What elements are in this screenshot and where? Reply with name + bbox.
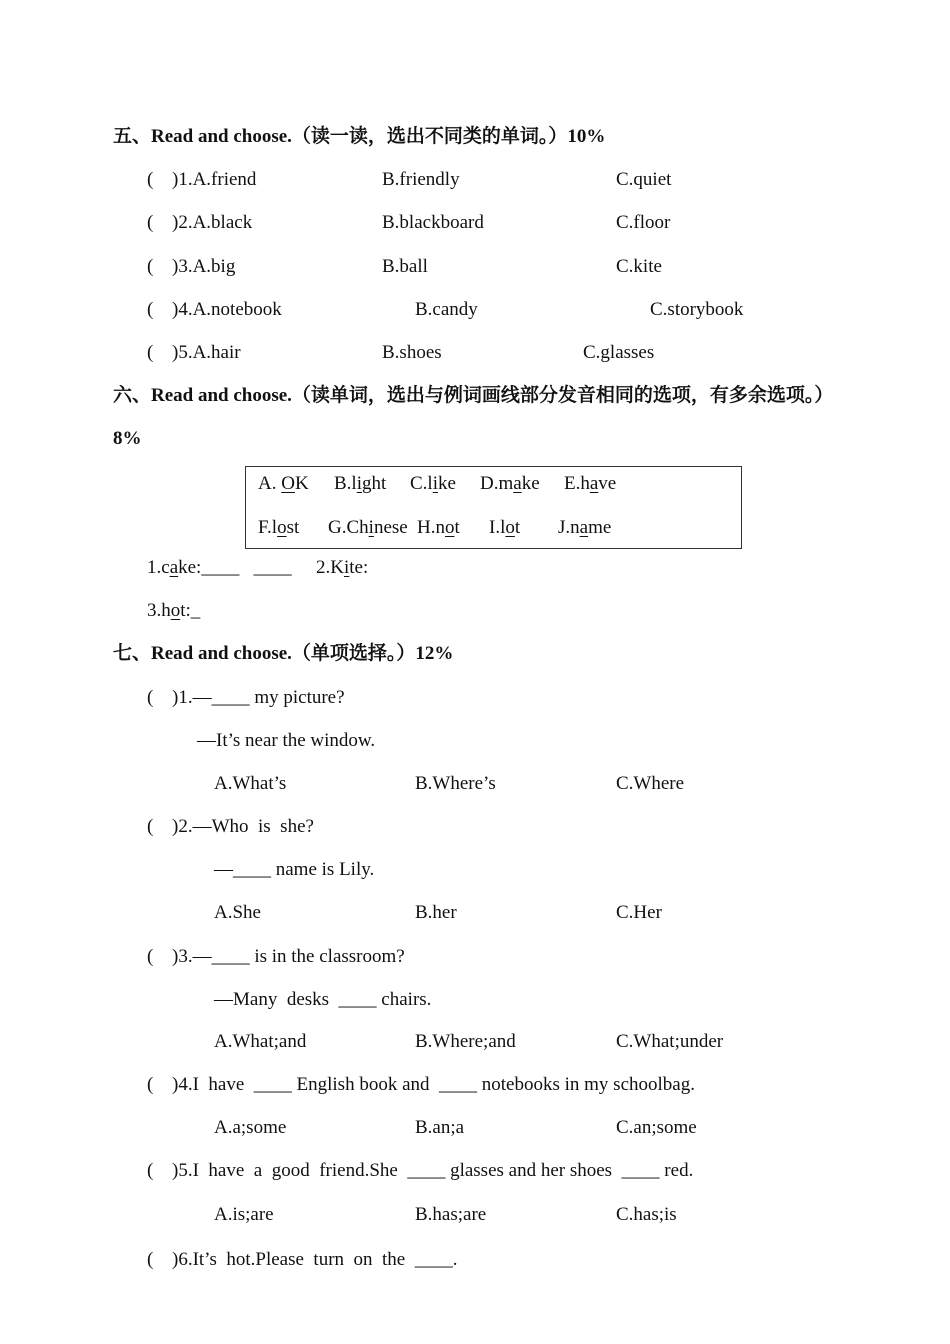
s5-question-row-4 (0, 298, 950, 322)
option-b: B.her (415, 902, 457, 923)
option-c: C.storybook (650, 299, 744, 320)
option-a: A.is;are (214, 1204, 274, 1225)
section-7-title: 七、Read and choose.（单项选择。）12% (113, 643, 454, 664)
option-suffix: st (286, 517, 300, 538)
option-b: B.Where’s (415, 773, 496, 794)
answer-bracket: ( (147, 342, 154, 363)
s5-question-row-1 (0, 168, 950, 192)
s7-question-2 (0, 815, 950, 839)
option-a: )4.A.notebook (172, 299, 282, 320)
option-c: C.floor (616, 212, 671, 233)
s7-question-3-options (0, 1030, 950, 1054)
option-suffix: ght (361, 473, 387, 494)
answer-bracket: ( (147, 816, 154, 837)
answer-bracket: ( (147, 1249, 154, 1270)
s6-question-row-2 (0, 599, 950, 623)
option-b: B.ball (382, 256, 428, 277)
option-c: C.What;under (616, 1031, 724, 1052)
s7-question-4 (0, 1073, 950, 1097)
option-prefix: D.m (480, 473, 514, 494)
question-stem: )1.—____ my picture? (172, 687, 345, 708)
answer-bracket: ( (147, 169, 154, 190)
option-a: A.What;and (214, 1031, 307, 1052)
underlined-letter: a (513, 473, 522, 494)
underlined-letter: i (432, 473, 438, 494)
phonics-options-box (245, 466, 742, 549)
s6-question-row-1 (0, 556, 950, 580)
question-stem: )4.I have ____ English book and ____ notebooks in my schoolbag. (172, 1074, 695, 1095)
option-prefix: E.h (564, 473, 590, 494)
option-c: C.Her (616, 902, 662, 923)
underlined-letter: o (444, 517, 455, 538)
option-a: A.She (214, 902, 261, 923)
option-a: )3.A.big (172, 256, 236, 277)
option-b: B.friendly (382, 169, 460, 190)
section-5-title: 五、Read and choose.（读一读，选出不同类的单词。）10% (113, 126, 606, 147)
phonics-options-row-1 (246, 472, 741, 496)
s7-question-3-reply (0, 988, 950, 1012)
word-suffix: t:_ (180, 600, 201, 621)
section-6-score: 8% (113, 428, 142, 449)
option-c: C.quiet (616, 169, 672, 190)
word-prefix: 2.K (316, 557, 344, 578)
underlined-letter: o (170, 600, 181, 621)
reply-text: —Many desks ____ chairs. (214, 989, 432, 1010)
s7-question-4-options (0, 1116, 950, 1140)
option-prefix: F.l (258, 517, 278, 538)
option-prefix: C.l (410, 473, 433, 494)
reply-text: —It’s near the window. (197, 730, 376, 751)
answer-bracket: ( (147, 946, 154, 967)
answer-bracket: ( (147, 687, 154, 708)
question-stem: )3.—____ is in the classroom? (172, 946, 405, 967)
underlined-letter: i (368, 517, 374, 538)
phonics-option-b (334, 472, 386, 496)
answer-bracket: ( (147, 1074, 154, 1095)
phonics-option-a (258, 472, 309, 496)
option-b: B.blackboard (382, 212, 484, 233)
option-suffix: t (514, 517, 521, 538)
s6-question-2 (316, 556, 368, 580)
option-suffix: me (588, 517, 612, 538)
s7-question-6 (0, 1248, 950, 1272)
phonics-option-i (489, 516, 520, 540)
phonics-option-j (558, 516, 611, 540)
option-suffix: ke (437, 473, 456, 494)
option-b: B.shoes (382, 342, 442, 363)
underlined-letter: i (343, 557, 350, 578)
option-prefix: H.n (417, 517, 445, 538)
option-suffix: nese (373, 517, 408, 538)
underlined-letter: i (356, 473, 362, 494)
option-prefix: I.l (489, 517, 506, 538)
s7-question-2-reply (0, 858, 950, 882)
option-a: A.a;some (214, 1117, 287, 1138)
s7-question-1-options (0, 772, 950, 796)
s7-question-1 (0, 686, 950, 710)
answer-bracket: ( (147, 256, 154, 277)
option-suffix: t (454, 517, 460, 538)
option-b: B.Where;and (415, 1031, 516, 1052)
reply-text: —____ name is Lily. (214, 859, 375, 880)
option-prefix: B.l (334, 473, 357, 494)
option-c: C.glasses (583, 342, 655, 363)
underlined-letter: O (281, 473, 295, 494)
question-stem: )5.I have a good friend.She ____ glasses and her shoes ____ red. (172, 1160, 694, 1181)
option-b: B.candy (415, 299, 478, 320)
option-c: C.Where (616, 773, 685, 794)
s7-question-3 (0, 945, 950, 969)
phonics-option-d (480, 472, 540, 496)
word-suffix: te: (349, 557, 369, 578)
option-c: C.has;is (616, 1204, 677, 1225)
option-prefix: A. (258, 473, 282, 494)
underlined-letter: a (169, 557, 179, 578)
answer-bracket: ( (147, 299, 154, 320)
option-c: C.kite (616, 256, 662, 277)
option-b: B.an;a (415, 1117, 465, 1138)
option-a: A.What’s (214, 773, 287, 794)
option-suffix: K (294, 473, 309, 494)
question-stem: )6.It’s hot.Please turn on the ____. (172, 1249, 458, 1270)
s5-question-row-5 (0, 341, 950, 365)
phonics-option-g (328, 516, 408, 540)
phonics-option-e (564, 472, 616, 496)
answer-bracket: ( (147, 212, 154, 233)
option-a: )2.A.black (172, 212, 253, 233)
s7-question-2-options (0, 901, 950, 925)
option-a: )1.A.friend (172, 169, 257, 190)
option-b: B.has;are (415, 1204, 487, 1225)
phonics-option-f (258, 516, 299, 540)
s6-question-1 (147, 556, 292, 580)
s7-question-5 (0, 1159, 950, 1183)
answer-bracket: ( (147, 1160, 154, 1181)
s6-question-3 (147, 599, 200, 623)
s5-question-row-3 (0, 255, 950, 279)
underlined-letter: o (277, 517, 287, 538)
word-suffix: ke:____ ____ (178, 557, 292, 578)
option-a: )5.A.hair (172, 342, 241, 363)
underlined-letter: o (505, 517, 515, 538)
word-prefix: 1.c (147, 557, 170, 578)
option-prefix: J.n (558, 517, 580, 538)
phonics-option-h (417, 516, 460, 540)
phonics-options-row-2 (246, 516, 741, 540)
option-prefix: G.Ch (328, 517, 369, 538)
s5-question-row-2 (0, 211, 950, 235)
s7-question-1-reply (0, 729, 950, 753)
option-suffix: ve (598, 473, 617, 494)
underlined-letter: a (579, 517, 589, 538)
underlined-letter: a (589, 473, 599, 494)
question-stem: )2.—Who is she? (172, 816, 314, 837)
option-c: C.an;some (616, 1117, 697, 1138)
section-6-title: 六、Read and choose.（读单词，选出与例词画线部分发音相同的选项，有多余选项。） (113, 385, 834, 406)
s7-question-5-options (0, 1203, 950, 1227)
option-suffix: ke (521, 473, 540, 494)
word-prefix: 3.h (147, 600, 171, 621)
phonics-option-c (410, 472, 456, 496)
